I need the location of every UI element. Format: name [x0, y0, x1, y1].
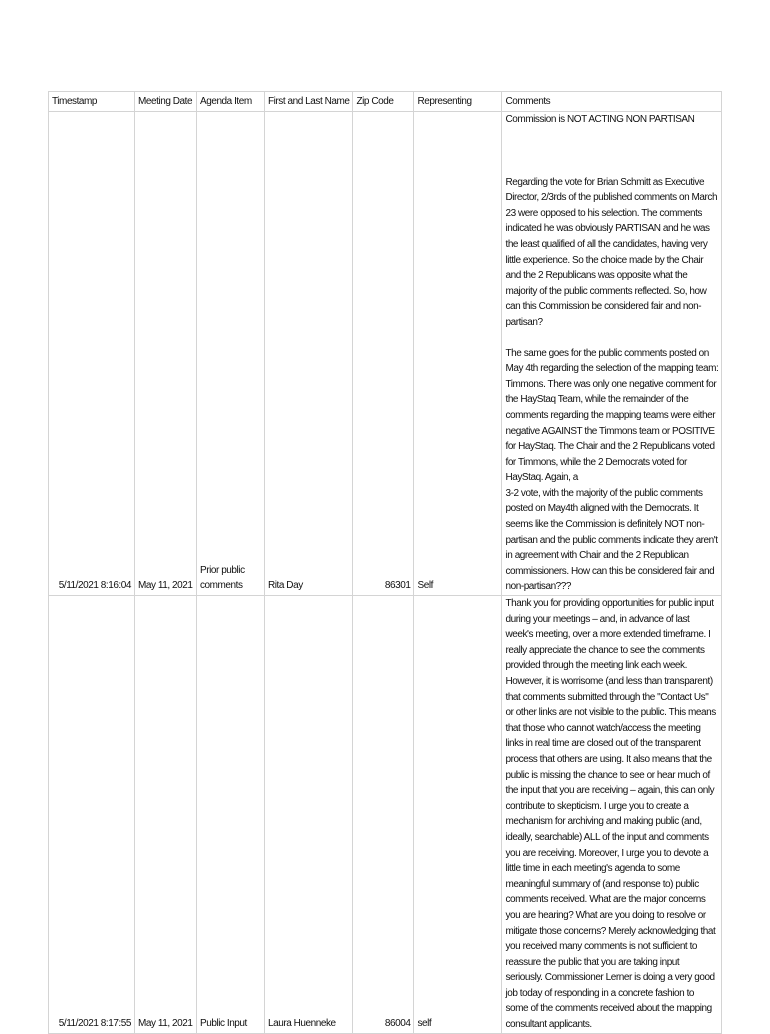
header-agenda-item: Agenda Item [197, 92, 265, 112]
header-timestamp: Timestamp [49, 92, 135, 112]
comment-paragraph: Commission is NOT ACTING NON PARTISAN [505, 114, 695, 125]
header-name: First and Last Name [265, 92, 353, 112]
cell-name: Laura Huenneke [265, 596, 353, 1034]
header-meeting-date: Meeting Date [135, 92, 197, 112]
comments-table [48, 91, 722, 1034]
cell-comments [502, 596, 722, 1034]
cell-agenda-item: Prior public comments [197, 112, 265, 596]
header-zip-code: Zip Code [353, 92, 414, 112]
cell-zip-code: 86301 [353, 112, 414, 596]
cell-representing: self [414, 596, 502, 1034]
cell-meeting-date: May 11, 2021 [135, 596, 197, 1034]
cell-agenda-item: Public Input [197, 596, 265, 1034]
cell-name: Rita Day [265, 112, 353, 596]
comment-paragraph: 3-2 vote, with the majority of the public comments posted on May4th aligned with the Democrats. It seems like the Commission is definitely NOT non-partisan and the public comments indicate they aren't in agreement with Chair and the 2 Republican commissioners. How can this be considered fair and non-partisan??? [505, 487, 718, 593]
cell-timestamp: 5/11/2021 8:17:55 [49, 596, 135, 1034]
cell-comments [502, 112, 722, 596]
header-comments: Comments [502, 92, 722, 112]
header-representing: Representing [414, 92, 502, 112]
comment-paragraph: Regarding the vote for Brian Schmitt as Executive Director, 2/3rds of the published comments on March 23 were opposed to his selection. The comments indicated he was obviously PARTISAN and he was the least qualified of all the candidates, having very little experience. So the choice made by the Chair and the 2 Republicans was opposite what the majority of the public comments reflected. So, how can this Commission be considered fair and non-partisan? [505, 176, 718, 328]
header-row [49, 92, 722, 112]
cell-meeting-date: May 11, 2021 [135, 112, 197, 596]
cell-zip-code: 86004 [353, 596, 414, 1034]
table-row [49, 112, 722, 596]
cell-timestamp: 5/11/2021 8:16:04 [49, 112, 135, 596]
comment-paragraph: Thank you for providing opportunities for public input during your meetings – and, in advance of last week's meeting, over a more extended timeframe. I really appreciate the chance to see the comments provided through the meeting link each week. However, it is worrisome (and less than transparent) that comments submitted through the "Contact Us" or other links are not visible to the public. This means that those who cannot watch/access the meeting links in real time are closed out of the transparent process that others are using. It also means that the public is missing the chance to see or hear much of the input that you are receiving – again, this can only contribute to skepticism. I urge you to create a mechanism for archiving and making public (and, ideally, searchable) ALL of the input and comments you are receiving. Moreover, I urge you to devote a little time in each meeting's agenda to some meaningful summary of (and response to) public comments received. What are the major concerns you are hearing? What are you doing to resolve or mitigate those concerns? Merely acknowledging that you received many comments is not sufficient to reassure the public that you are taking input seriously. Commissioner Lerner is doing a very good job today of responding in a concrete fashion to some of the comments received about the mapping consultant applicants. [505, 598, 716, 1031]
table-row [49, 596, 722, 1034]
comment-paragraph: The same goes for the public comments posted on May 4th regarding the selection of the mapping team: Timmons. There was only one negative comment for the HayStaq Team, while the remainder of the comments regarding the mapping teams were either negative AGAINST the Timmons team or POSITIVE for HayStaq. The Chair and the 2 Republicans voted for Timmons, while the 2 Democrats voted for HayStaq. Again, a [505, 347, 719, 484]
cell-representing: Self [414, 112, 502, 596]
